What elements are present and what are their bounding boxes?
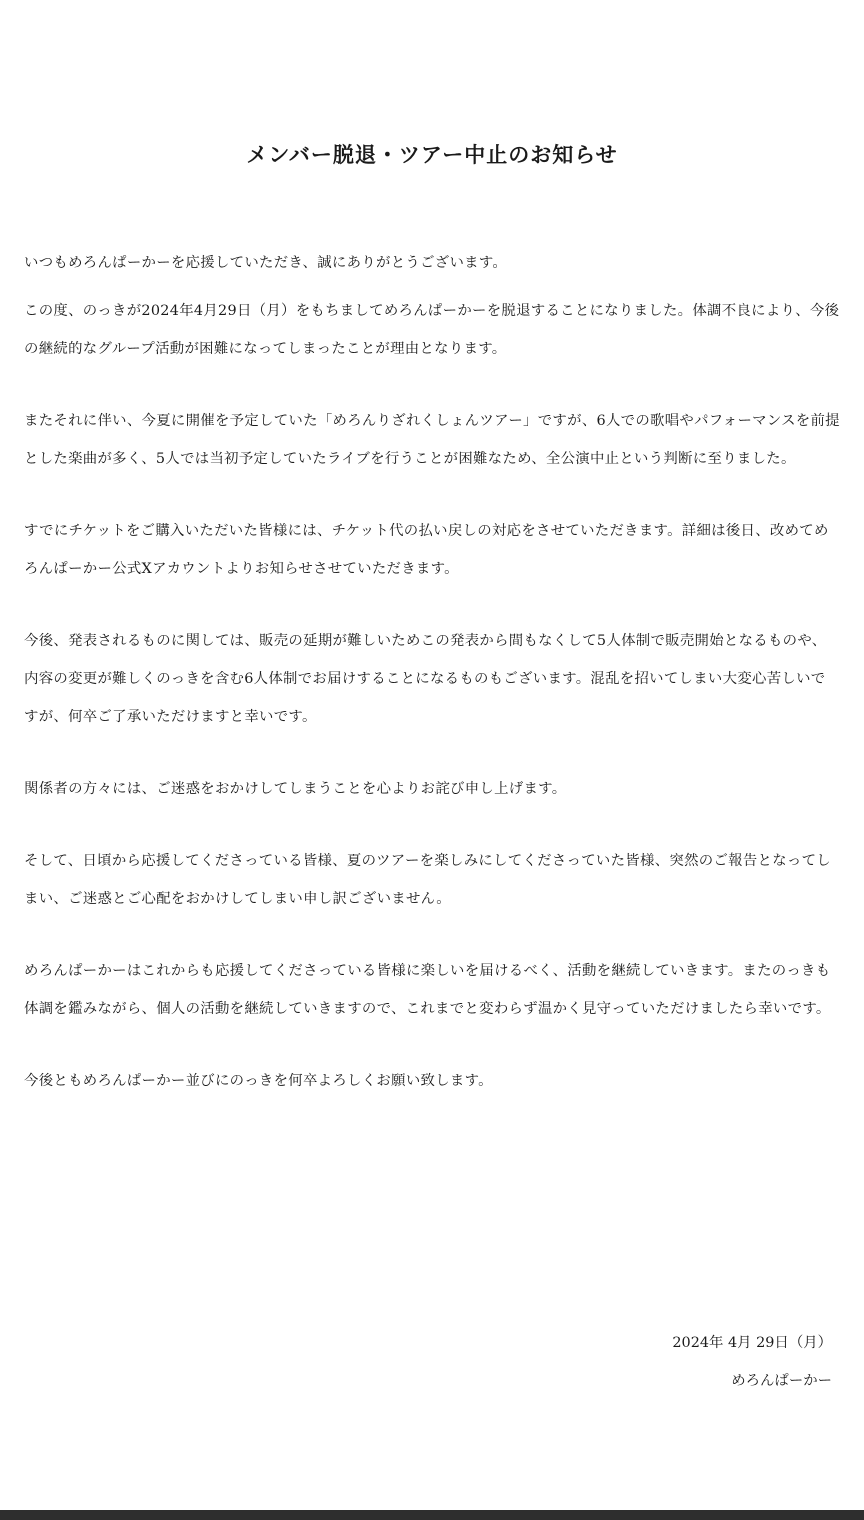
paragraph-merchandise: 今後、発表されるものに関しては、販売の延期が難しいためこの発表から間もなくして5人体制で販売開始となるものや、内容の変更が難しくのっきを含む6人体制でお届けすることになるものもございます。混乱を招いてしまい大変心苦しいですが、何卒ご了承いただけますと幸いです。 [24,633,827,725]
signature-block [672,1324,832,1400]
signature-name: めろんぱーかー [731,1373,832,1389]
paragraph-apology-partners: 関係者の方々には、ご迷惑をおかけしてしまうことを心よりお詫び申し上げます。 [24,781,567,797]
notice-body [24,244,840,1100]
paragraph-future-activity: めろんぱーかーはこれからも応援してくださっている皆様に楽しいを届けるべく、活動を継続していきます。またのっきも体調を鑑みながら、個人の活動を継続していきますので、これまでと変わらず温かく見守っていただけましたら幸いです。 [24,963,831,1017]
bottom-bar [0,1510,864,1520]
paragraph-refund: すでにチケットをご購入いただいた皆様には、チケット代の払い戻しの対応をさせていただきます。詳細は後日、改めてめろんぱーかー公式Xアカウントよりお知らせさせていただきます。 [24,523,829,577]
notice-date: 2024年 4月 29日（月） [672,1335,832,1351]
notice-title: メンバー脱退・ツアー中止のお知らせ [246,142,618,167]
paragraph-greeting: いつもめろんぱーかーを応援していただき、誠にありがとうございます。 [24,255,508,271]
paragraph-apology-fans: そして、日頃から応援してくださっている皆様、夏のツアーを楽しみにしてくださっていた皆様、突然のご報告となってしまい、ご迷惑とご心配をおかけしてしまい申し訳ございません。 [24,853,831,907]
paragraph-tour-cancellation: またそれに伴い、今夏に開催を予定していた「めろんりざれくしょんツアー」ですが、6人での歌唱やパフォーマンスを前提とした楽曲が多く、5人では当初予定していたライブを行うことが困難なため、全公演中止という判断に至りました。 [24,413,840,467]
paragraph-withdrawal: この度、のっきが2024年4月29日（月）をもちましてめろんぱーかーを脱退することになりました。体調不良により、今後の継続的なグループ活動が困難になってしまったことが理由となります。 [24,303,840,357]
paragraph-closing: 今後ともめろんぱーかー並びにのっきを何卒よろしくお願い致します。 [24,1073,493,1089]
